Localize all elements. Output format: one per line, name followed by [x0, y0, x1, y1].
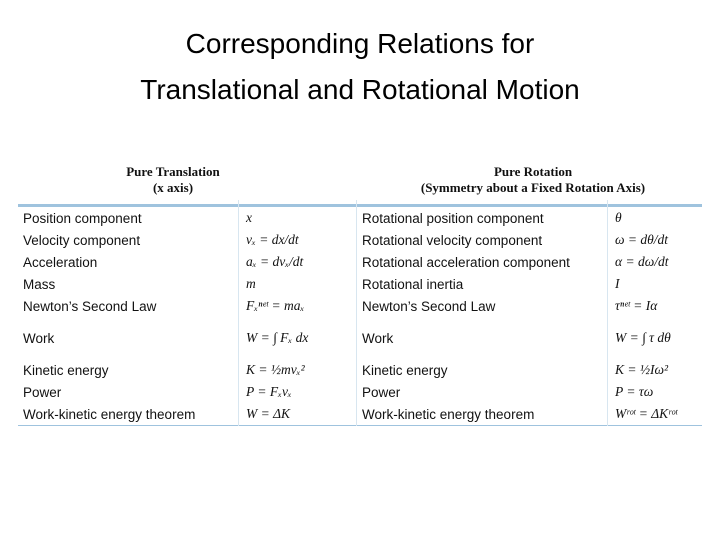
header-pure-translation: [98, 164, 248, 196]
header-translation-subtitle: (x axis): [152, 180, 194, 195]
rotation-formula: K = ½Iω²: [615, 362, 669, 377]
rotation-formula: W = ∫ τ dθ: [615, 330, 671, 345]
rotation-label: Work-kinetic energy theorem: [362, 406, 535, 422]
rotation-formula: Wʳᵒᵗ = ΔKʳᵒᵗ: [615, 406, 678, 421]
rotation-label: Work: [362, 330, 394, 346]
translation-formula: m: [246, 276, 256, 291]
title-line-1: Corresponding Relations for: [185, 28, 535, 59]
table-row: [18, 273, 702, 295]
table-row: [18, 207, 702, 229]
title-line-2: Translational and Rotational Motion: [140, 74, 580, 105]
header-translation-title: Pure Translation: [126, 164, 220, 179]
rotation-formula: ω = dθ/dt: [615, 232, 669, 247]
translation-formula: W = ∫ Fₓ dx: [246, 330, 309, 345]
rotation-label: Kinetic energy: [362, 362, 448, 378]
relations-table: [18, 164, 702, 426]
rotation-formula: τⁿᵉᵗ = Iα: [615, 298, 658, 313]
rotation-label: Rotational position component: [362, 210, 544, 226]
column-divider: [356, 200, 357, 426]
table-header: [18, 164, 702, 204]
translation-formula: K = ½mvₓ²: [246, 362, 305, 377]
bottom-rule: [18, 425, 702, 426]
rotation-label: Rotational inertia: [362, 276, 464, 292]
table-row: [18, 251, 702, 273]
rotation-formula: α = dω/dt: [615, 254, 669, 269]
translation-formula: Fₓⁿᵉᵗ = maₓ: [246, 298, 305, 313]
table-row: [18, 381, 702, 403]
translation-formula: x: [246, 210, 252, 225]
translation-label: Work: [23, 330, 55, 346]
rotation-formula: θ: [615, 210, 622, 225]
translation-label: Velocity component: [23, 232, 141, 248]
translation-formula: W = ΔK: [246, 406, 291, 421]
translation-label: Kinetic energy: [23, 362, 109, 378]
table-row: [18, 295, 702, 317]
rotation-formula: I: [615, 276, 620, 291]
table-row: [18, 229, 702, 251]
column-divider: [607, 200, 608, 426]
table-row: [18, 317, 702, 359]
translation-formula: P = Fₓvₓ: [246, 384, 292, 399]
column-divider: [238, 200, 239, 426]
translation-formula: aₓ = dvₓ/dt: [246, 254, 304, 269]
header-rotation-subtitle: (Symmetry about a Fixed Rotation Axis): [420, 180, 646, 195]
translation-label: Power: [23, 384, 62, 400]
rotation-label: Rotational velocity component: [362, 232, 543, 248]
translation-label: Work-kinetic energy theorem: [23, 406, 196, 422]
translation-formula: vₓ = dx/dt: [246, 232, 299, 247]
rotation-label: Newton’s Second Law: [362, 298, 496, 314]
translation-label: Mass: [23, 276, 56, 292]
table-row: [18, 359, 702, 381]
translation-label: Newton’s Second Law: [23, 298, 157, 314]
rotation-label: Rotational acceleration component: [362, 254, 570, 270]
translation-label: Acceleration: [23, 254, 98, 270]
rotation-label: Power: [362, 384, 401, 400]
table-row: [18, 403, 702, 425]
header-rotation-title: Pure Rotation: [493, 164, 573, 179]
header-pure-rotation: [388, 164, 678, 196]
translation-label: Position component: [23, 210, 142, 226]
rotation-formula: P = τω: [615, 384, 654, 399]
